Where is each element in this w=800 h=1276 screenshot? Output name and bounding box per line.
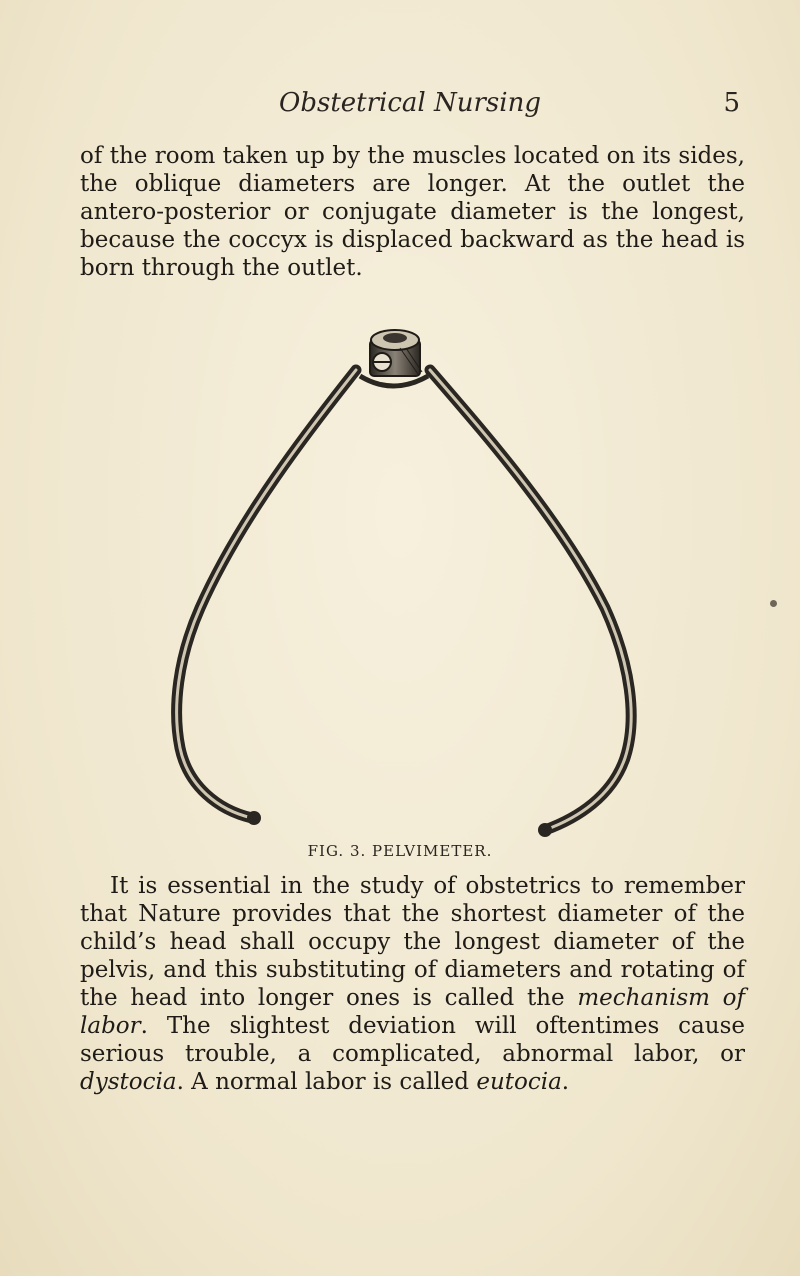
paragraph-1: of the room taken up by the muscles located on its sides, the oblique diameters are longer. At the outlet the antero-posterior or conjugate diameter is the longest, because the coccyx is displaced backward as the head is born through the outlet. — [80, 143, 745, 281]
margin-speck — [770, 600, 777, 607]
pelvimeter-right-arm — [430, 370, 631, 830]
paragraph-2-text-4: . — [561, 1069, 570, 1095]
paragraph-2-text-2: . The slightest deviation will oftentimes cause serious trouble, a complicated, abnormal labor, or — [80, 1013, 745, 1067]
paragraph-2-text-3: . A normal labor is called — [176, 1069, 477, 1095]
pelvimeter-left-arm — [177, 370, 356, 818]
running-head — [80, 88, 740, 128]
running-title: Obstetrical Nursing — [279, 88, 541, 118]
right-tip-knob — [538, 823, 552, 837]
paragraph-2 — [80, 872, 745, 1096]
figure-caption: FIG. 3. PELVIMETER. — [307, 842, 493, 860]
page-number: 5 — [723, 88, 740, 118]
pelvimeter-hinge — [360, 330, 428, 386]
term-mechanism-of-labor: mechanism of labor — [80, 985, 746, 1039]
term-dystocia: dystocia — [80, 1069, 177, 1095]
paragraph-2-text-1: It is essential in the study of obstetrics to remember that Nature provides that the shortest diameter of the child’s head shall occupy the longest diameter of the pelvis, and this substituting of diameters and rotating of the head into longer ones is called the — [80, 873, 745, 1011]
left-tip-knob — [247, 811, 261, 825]
pelvimeter-illustration — [160, 318, 640, 838]
term-eutocia: eutocia — [476, 1069, 562, 1095]
